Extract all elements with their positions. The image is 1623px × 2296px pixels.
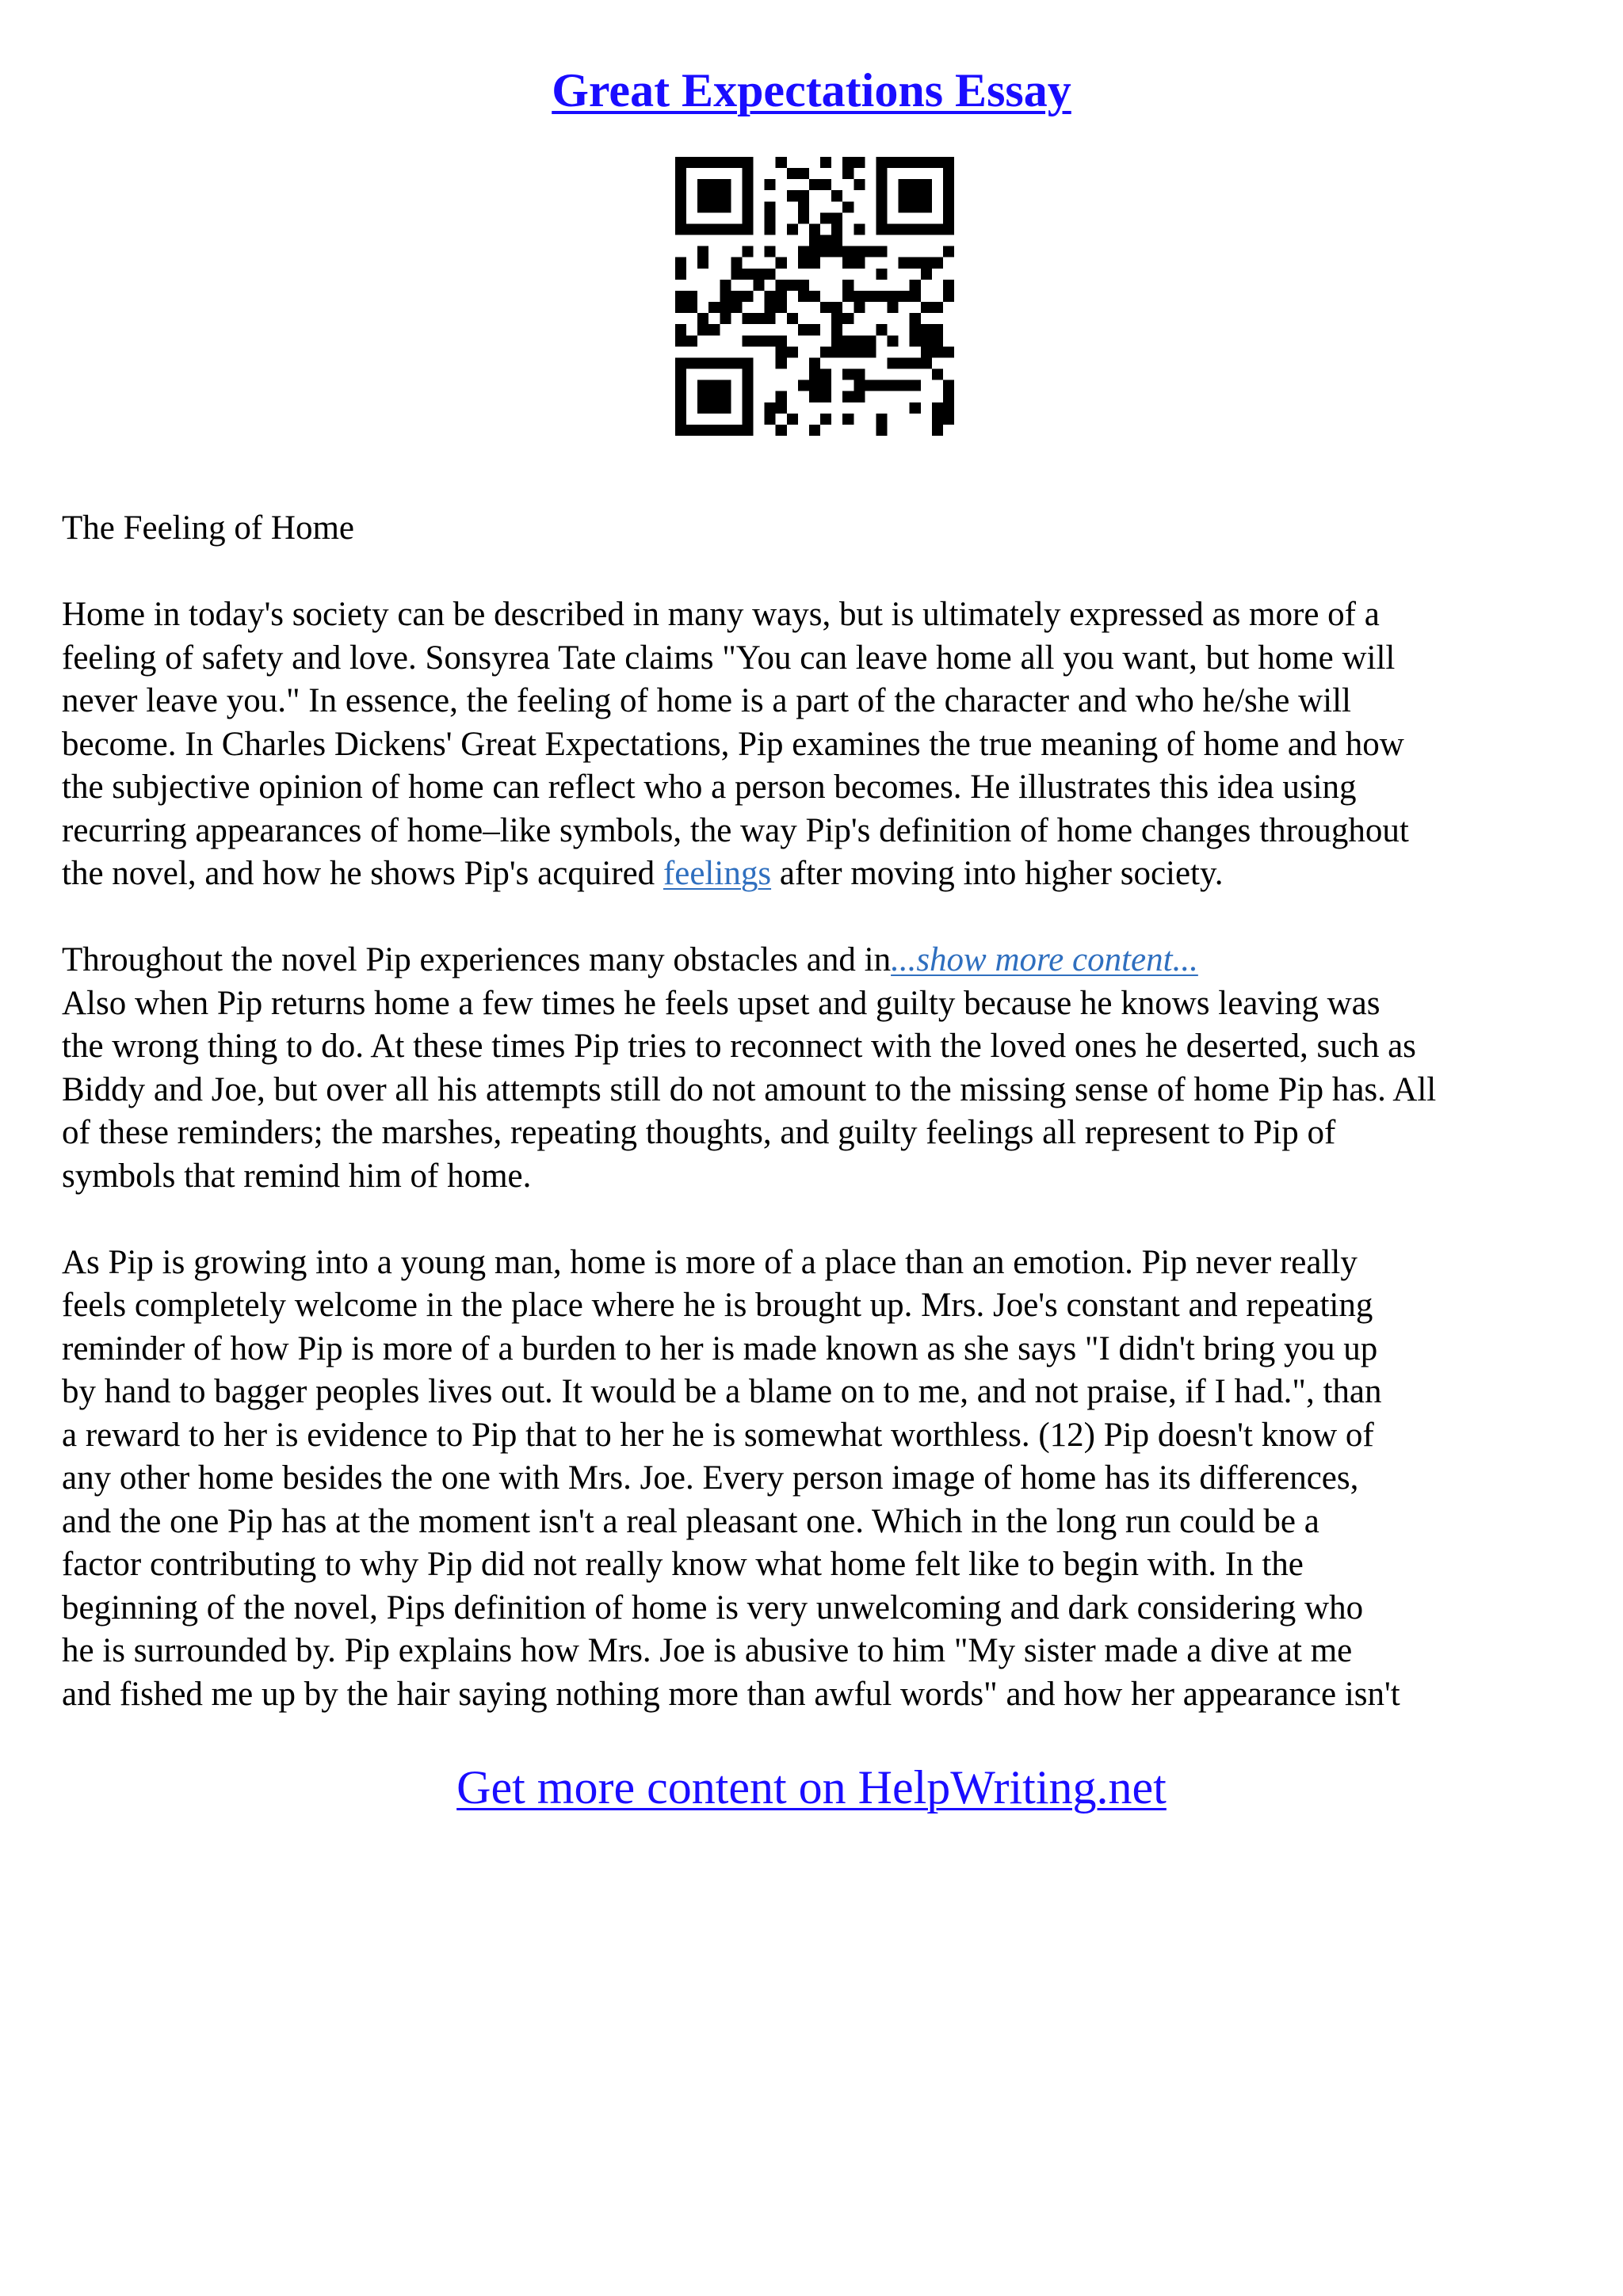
paragraph-2-line: Also when Pip returns home a few times he feels upset and guilty because he knows leaving was <box>62 984 1381 1022</box>
document-title <box>0 62 1623 119</box>
paragraph-3-line: feels completely welcome in the place where he is brought up. Mrs. Joe's constant and repeating <box>62 1287 1373 1324</box>
paragraph-1-line: Home in today's society can be described in many ways, but is ultimately expressed as more of a <box>62 596 1380 633</box>
title-link[interactable]: Great Expectations Essay <box>552 64 1071 116</box>
paragraph-1-last-line <box>62 852 1568 896</box>
paragraph-3-line: by hand to bagger peoples lives out. It would be a blame on to me, and not praise, if I had.", than <box>62 1373 1382 1410</box>
paragraph-2-first-line <box>62 939 1568 982</box>
paragraph-2-line: Biddy and Joe, but over all his attempts still do not amount to the missing sense of home Pip has. All <box>62 1070 1437 1108</box>
essay-body <box>62 507 1568 1716</box>
paragraph-3-line: As Pip is growing into a young man, home is more of a place than an emotion. Pip never really <box>62 1243 1358 1281</box>
paragraph-2-line: of these reminders; the marshes, repeating thoughts, and guilty feelings all represent to Pip of <box>62 1114 1336 1151</box>
paragraph-3-line: and the one Pip has at the moment isn't a real pleasant one. Which in the long run could be a <box>62 1502 1319 1540</box>
paragraph-3-line: beginning of the novel, Pips definition of home is very unwelcoming and dark considering who <box>62 1589 1364 1627</box>
paragraph-3-line: a reward to her is evidence to Pip that to her he is somewhat worthless. (12) Pip doesn't know of <box>62 1416 1374 1454</box>
paragraph-2-text: Throughout the novel Pip experiences many obstacles and in <box>62 941 892 978</box>
paragraph-3-line: and fished me up by the hair saying nothing more than awful words" and how her appearance isn't <box>62 1675 1400 1713</box>
paragraph-2-line: symbols that remind him of home. <box>62 1157 532 1195</box>
paragraph-1-text: after moving into higher society. <box>771 855 1224 892</box>
paragraph-1-text: the novel, and how he shows Pip's acquired <box>62 855 663 892</box>
paragraph-1-line: recurring appearances of home–like symbols, the way Pip's definition of home changes throughout <box>62 811 1409 849</box>
qr-code-icon <box>675 157 954 436</box>
paragraph-3-line: reminder of how Pip is more of a burden to her is made known as she says "I didn't bring you up <box>62 1329 1378 1367</box>
paragraph-1-line: never leave you." In essence, the feeling of home is a part of the character and who he/she will <box>62 682 1352 719</box>
paragraph-1-line: feeling of safety and love. Sonsyrea Tate claims "You can leave home all you want, but home will <box>62 639 1396 677</box>
footer <box>0 1759 1623 1816</box>
paragraph-3-line: he is surrounded by. Pip explains how Mrs. Joe is abusive to him "My sister made a dive at me <box>62 1632 1353 1669</box>
paragraph-3-line: any other home besides the one with Mrs. Joe. Every person image of home has its differences, <box>62 1459 1359 1497</box>
paragraph-1-line: the subjective opinion of home can reflect who a person becomes. He illustrates this idea using <box>62 769 1357 806</box>
paragraph-1-line: become. In Charles Dickens' Great Expectations, Pip examines the true meaning of home and how <box>62 725 1404 763</box>
get-more-content-link[interactable]: Get more content on HelpWriting.net <box>456 1761 1167 1814</box>
section-heading: The Feeling of Home <box>62 509 354 547</box>
paragraph-3-line: factor contributing to why Pip did not really know what home felt like to begin with. In the <box>62 1546 1304 1583</box>
show-more-content-link[interactable]: ...show more content... <box>891 941 1198 978</box>
feelings-link[interactable]: feelings <box>663 855 772 892</box>
paragraph-2-line: the wrong thing to do. At these times Pip tries to reconnect with the loved ones he deserted, such as <box>62 1028 1416 1065</box>
